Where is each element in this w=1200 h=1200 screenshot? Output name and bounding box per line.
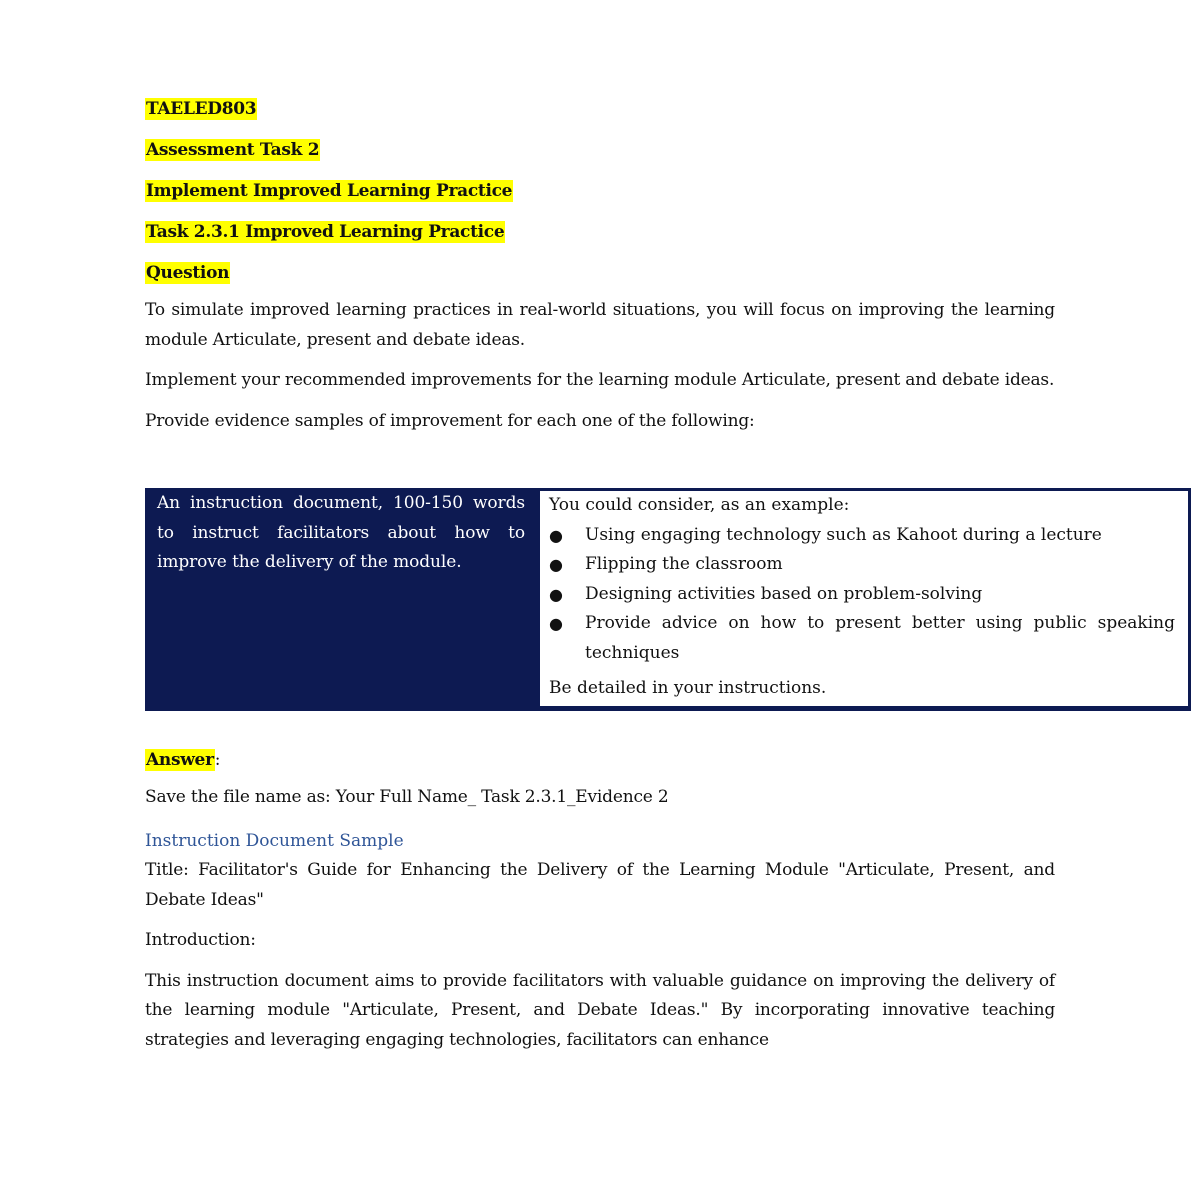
list-item: ● Provide advice on how to present better using public speaking techniques xyxy=(549,609,1175,668)
bullet-icon: ● xyxy=(549,614,563,633)
table-closing-note: Be detailed in your instructions. xyxy=(549,678,827,698)
bullet-icon: ● xyxy=(549,525,563,545)
suggestion-list xyxy=(549,521,1175,669)
answer-colon: : xyxy=(214,750,221,770)
list-item: ● Flipping the classroom xyxy=(549,550,1175,580)
table-left-cell: An instruction document, 100-150 words to instruct facilitators about how to improve the delivery of the module. xyxy=(157,493,525,572)
question-heading: Question xyxy=(146,263,230,283)
question-paragraph-3: Provide evidence samples of improvement for each one of the following: xyxy=(145,410,755,431)
introduction-label: Introduction: xyxy=(145,930,256,950)
list-item: ● Using engaging technology such as Kahoot during a lecture xyxy=(549,521,1175,551)
unit-code-heading: TAELED803 xyxy=(146,99,257,119)
assessment-task-heading: Assessment Task 2 xyxy=(146,140,320,160)
bullet-icon: ● xyxy=(549,584,563,604)
table-right-cell xyxy=(540,491,1188,706)
requirements-table xyxy=(145,488,1191,711)
question-paragraph-1: To simulate improved learning practices in real-world situations, you will focus on improving the learning module Articulate, present and debate ideas. xyxy=(145,300,1055,350)
document-page xyxy=(145,98,1055,436)
title-heading: Implement Improved Learning Practice xyxy=(146,181,513,201)
document-title-line: Title: Facilitator's Guide for Enhancing the Delivery of the Learning Module "Articulate, Present, and Debate Ideas" xyxy=(145,860,1055,910)
bullet-icon: ● xyxy=(549,555,563,574)
sample-heading: Instruction Document Sample xyxy=(145,830,404,851)
introduction-text: This instruction document aims to provide facilitators with valuable guidance on improving the delivery of the learning module "Articulate, Present, and Debate Ideas." By incorporating innovative teaching strategies and leveraging engaging technologies, facilitators can enhance xyxy=(145,970,1055,1050)
save-file-note: Save the file name as: Your Full Name_ Task 2.3.1_Evidence 2 xyxy=(145,787,669,807)
subtask-heading: Task 2.3.1 Improved Learning Practice xyxy=(146,222,505,242)
answer-section xyxy=(145,749,1055,1055)
table-intro: You could consider, as an example: xyxy=(549,495,850,515)
list-item: ● Designing activities based on problem-solving xyxy=(549,580,1175,610)
question-paragraph-2: Implement your recommended improvements for the learning module Articulate, present and debate ideas. xyxy=(145,370,1055,390)
answer-heading: Answer xyxy=(146,750,214,770)
